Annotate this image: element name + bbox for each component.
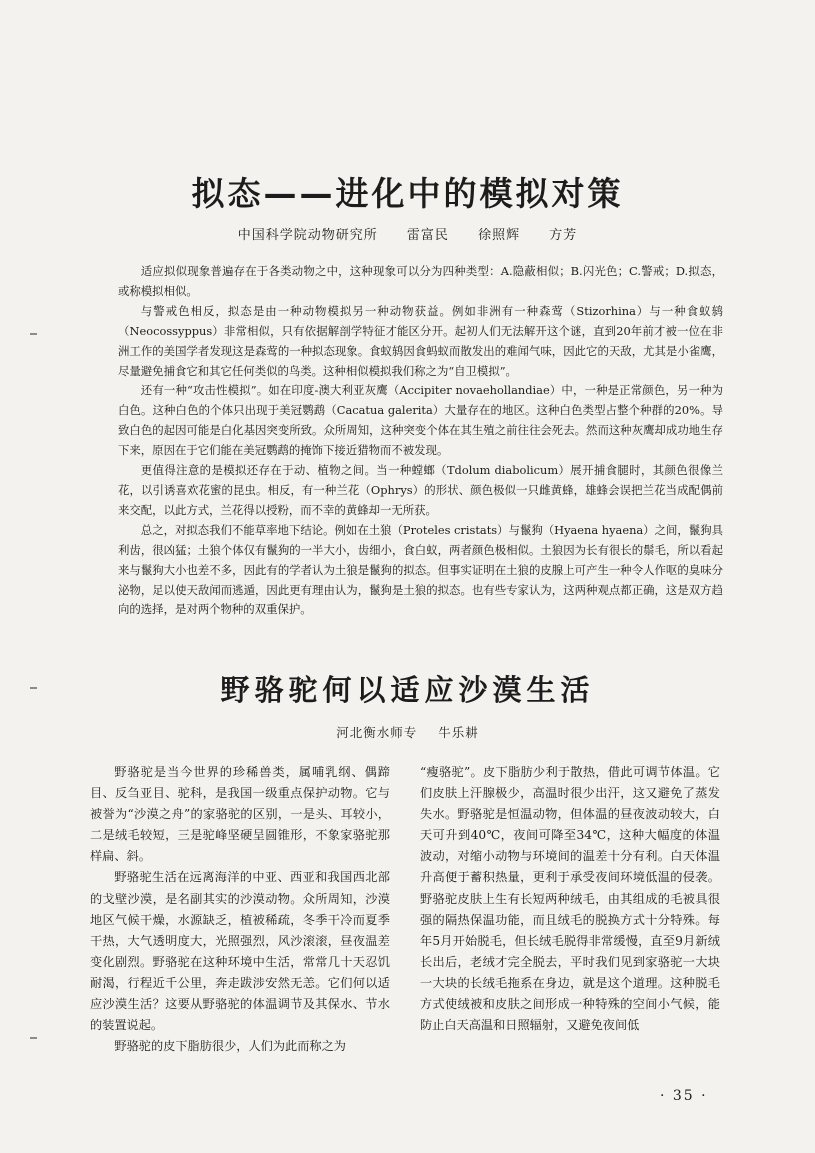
article1-paragraph: 与警戒色相反，拟态是由一种动物模拟另一种动物获益。例如非洲有一种森莺（Stizorhina）与一种食蚁鸫（Neocossyppus）非常相似，只有依据解剖学特征才能区分开。起初人们无法解开这个谜，直到20年前才被一位在非洲工作的美国学者发现这是森莺的一种拟态现象。食蚁鸫因食蚂蚁而散发出的难闻气味，因此它的天敌，尤其是小雀鹰，尽量避免捕食它和其它任何类似的鸟类。这种相似模拟我们称之为“自卫模拟”。 xyxy=(118,303,723,378)
margin-mark xyxy=(30,687,37,689)
article1-author: 徐照辉 xyxy=(478,228,521,243)
article1-author: 雷富民 xyxy=(406,228,449,243)
article1-body xyxy=(118,262,723,620)
article2-paragraph: 野骆驼的皮下脂肪很少，人们为此而称之为 xyxy=(114,1039,346,1054)
article2-paragraph: 野骆驼生活在远离海洋的中亚、西亚和我国西北部的戈壁沙漠，是名副其实的沙漠动物。众所周知，沙漠地区气候干燥，水源缺乏，植被稀疏，冬季干冷而夏季干热，大气透明度大，光照强烈，风沙滚滚，昼夜温差变化剧烈。野骆驼在这种环境中生活，常常几十天忍饥耐渴，行程近千公里，奔走跋涉安然无恙。它们何以适应沙漠生活？这要从野骆驼的体温调节及其保水、节水的装置说起。 xyxy=(90,870,390,1033)
margin-mark xyxy=(30,333,37,335)
article1-institution: 中国科学院动物研究所 xyxy=(237,228,378,243)
article2-paragraph: 野骆驼是当今世界的珍稀兽类，属哺乳纲、偶蹄目、反刍亚目、驼科，是我国一级重点保护动物。它与被誉为“沙漠之舟”的家骆驼的区别，一是头、耳较小，二是绒毛较短，三是驼峰坚硬呈圆锥形，不象家骆驼那样扁、斜。 xyxy=(90,765,390,864)
article1-paragraph: 还有一种“攻击性模拟”。如在印度-澳大利亚灰鹰（Accipiter novaehollandiae）中，一种是正常颜色，另一种为白色。这种白色的个体只出现于美冠鹦鹉（Cacatua galerita）大量存在的地区。这种白色类型占整个种群的20%。导致白色的起因可能是白化基因突变所致。众所周知，这种突变个体在其生殖之前往往会死去。然而这种灰鹰却成功地生存下来，原因在于它们能在美冠鹦鹉的掩饰下接近猎物而不被发现。 xyxy=(118,383,723,458)
article2-left-column xyxy=(90,762,390,1057)
article1-byline xyxy=(0,224,815,243)
article1-paragraph: 更值得注意的是模拟还存在于动、植物之间。当一种螳螂（Tdolum diabolicum）展开捕食腿时，其颜色很像兰花，以引诱喜欢花蜜的昆虫。相反，有一种兰花（Ophrys）的形状、颜色极似一只雌黄蜂，雄蜂会误把兰花当成配偶前来交配，以此方式，兰花得以授粉，而不幸的黄蜂却一无所获。 xyxy=(118,463,723,517)
article1-author: 方芳 xyxy=(549,228,578,243)
page-number: · 35 · xyxy=(660,1088,708,1104)
margin-mark xyxy=(30,1037,37,1039)
article2-paragraph: “瘦骆驼”。皮下脂肪少利于散热，借此可调节体温。它们皮肤上汗腺极少，高温时很少出汗，这又避免了蒸发失水。野骆驼是恒温动物，但体温的昼夜波动较大，白天可升到40℃，夜间可降至34℃，这种大幅度的体温波动，对缩小动物与环境间的温差十分有利。白天体温升高便于蓄积热量，更利于承受夜间环境低温的侵袭。野骆驼皮肤上生有长短两种绒毛，由其组成的毛被具很强的隔热保温功能，而且绒毛的脱换方式十分特殊。每年5月开始脱毛，但长绒毛脱得非常缓慢，直至9月新绒长出后，老绒才完全脱去，平时我们见到家骆驼一大块一大块的长绒毛拖系在身边，就是这个道理。这种脱毛方式使绒被和皮肤之间形成一种特殊的空间小气候，能防止白天高温和日照辐射，又避免夜间低 xyxy=(420,765,720,1033)
article1-title: 拟态——进化中的模拟对策 xyxy=(191,174,624,213)
article2-institution: 河北衡水师专 xyxy=(336,725,418,740)
article1-paragraph: 总之，对拟态我们不能草率地下结论。例如在土狼（Proteles cristats）与鬣狗（Hyaena hyaena）之间，鬣狗具利齿，很凶猛；土狼个体仅有鬣狗的一半大小，齿细小，食白蚁，两者颜色极相似。土狼因为长有很长的鬃毛，所以看起来与鬣狗大小也差不多，因此有的学者认为土狼是鬣狗的拟态。但事实证明在土狼的皮腺上可产生一种令人作呕的臭味分泌物，足以使天敌闻而逃遁，因此更有理由认为，鬣狗是土狼的拟态。也有些专家认为，这两种观点都正确，这是双方趋向的选择，是对两个物种的双重保护。 xyxy=(118,522,723,617)
article2-right-column xyxy=(420,762,720,1036)
article2-title: 野骆驼何以适应沙漠生活 xyxy=(220,673,595,707)
article2-byline xyxy=(0,723,815,741)
article2-author: 牛乐耕 xyxy=(438,725,479,740)
article1-paragraph: 适应拟似现象普遍存在于各类动物之中，这种现象可以分为四种类型：A.隐蔽相似；B.闪光色；C.警戒；D.拟态，或称模拟相似。 xyxy=(118,264,723,298)
